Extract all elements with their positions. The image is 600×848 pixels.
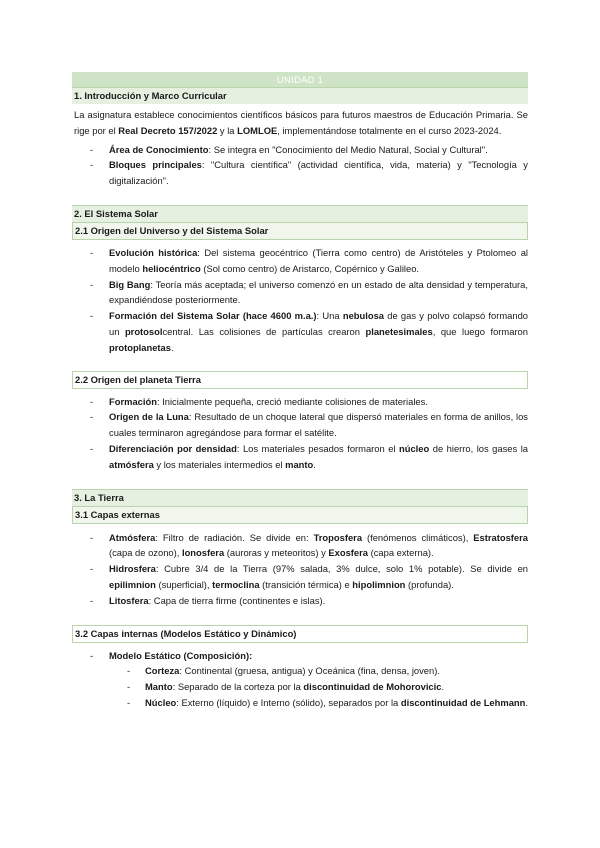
list-item: - Área de Conocimiento: Se integra en "Conocimiento del Medio Natural, Social y Cultural". (72, 142, 528, 158)
list-item: - Corteza: Continental (gruesa, antigua) y Oceánica (fina, densa, joven). (72, 663, 528, 679)
subsection-2-1-heading: 2.1 Origen del Universo y del Sistema Solar (72, 222, 528, 240)
list-item: - Diferenciación por densidad: Los materiales pesados formaron el núcleo de hierro, los gases la atmósfera y los materiales intermedios el manto. (72, 441, 528, 473)
static-model-sublist (72, 663, 528, 710)
section-1-intro: La asignatura establece conocimientos científicos básicos para futuros maestros de Educación Primaria. Se rige por el Real Decreto 157/2022 y la LOMLOE, implementándose totalmente en el curso 2023-2024. (74, 109, 528, 136)
subsection-2-2-heading: 2.2 Origen del planeta Tierra (72, 371, 528, 389)
list-item: - Modelo Estático (Composición): (72, 648, 528, 664)
list-item: - Litosfera: Capa de tierra firme (continentes e islas). (72, 593, 528, 609)
list-item: - Manto: Separado de la corteza por la discontinuidad de Mohorovicic. (72, 679, 528, 695)
document-page (72, 72, 528, 711)
list-item: - Big Bang: Teoría más aceptada; el universo comenzó en un estado de alta densidad y temperatura, expandiéndose posteriormente. (72, 277, 528, 309)
list-item: - Origen de la Luna: Resultado de un choque lateral que dispersó materiales en forma de anillos, los cuales terminaron agregándose para formar el satélite. (72, 409, 528, 441)
section-3-heading: 3. La Tierra (72, 489, 528, 506)
subsection-3-1-list (72, 530, 528, 609)
list-item: - Evolución histórica: Del sistema geocéntrico (Tierra como centro) de Aristóteles y Ptolomeo al modelo heliocéntrico (Sol como centro) de Aristarco, Copérnico y Galileo. (72, 245, 528, 277)
list-item: - Formación: Inicialmente pequeña, creció mediante colisiones de materiales. (72, 394, 528, 410)
unit-title: UNIDAD 1 (72, 72, 528, 87)
subsection-2-1-list (72, 245, 528, 356)
subsection-3-2-list (72, 648, 528, 664)
list-item: - Hidrosfera: Cubre 3/4 de la Tierra (97% salada, 3% dulce, solo 1% potable). Se divide en epilimnion (superficial), termoclina (transición térmica) e hipolimnion (profunda). (72, 561, 528, 593)
section-2-heading: 2. El Sistema Solar (72, 205, 528, 222)
list-item: - Atmósfera: Filtro de radiación. Se divide en: Troposfera (fenómenos climáticos), Estratosfera (capa de ozono), Ionosfera (auroras y meteoritos) y Exosfera (capa externa). (72, 530, 528, 562)
section-1-list (72, 142, 528, 189)
list-item: - Bloques principales: "Cultura científica" (actividad científica, vida, materia) y "Tecnología y digitalización". (72, 157, 528, 189)
section-1-heading: 1. Introducción y Marco Curricular (72, 87, 528, 104)
subsection-2-2-list (72, 394, 528, 473)
subsection-3-1-heading: 3.1 Capas externas (72, 506, 528, 524)
list-item: - Núcleo: Externo (líquido) e Interno (sólido), separados por la discontinuidad de Lehmann. (72, 695, 528, 711)
subsection-3-2-heading: 3.2 Capas internas (Modelos Estático y Dinámico) (72, 625, 528, 643)
list-item: - Formación del Sistema Solar (hace 4600 m.a.): Una nebulosa de gas y polvo colapsó formando un protosolcentral. Las colisiones de partículas crearon planetesimales, que luego formaron protoplanetas. (72, 308, 528, 355)
